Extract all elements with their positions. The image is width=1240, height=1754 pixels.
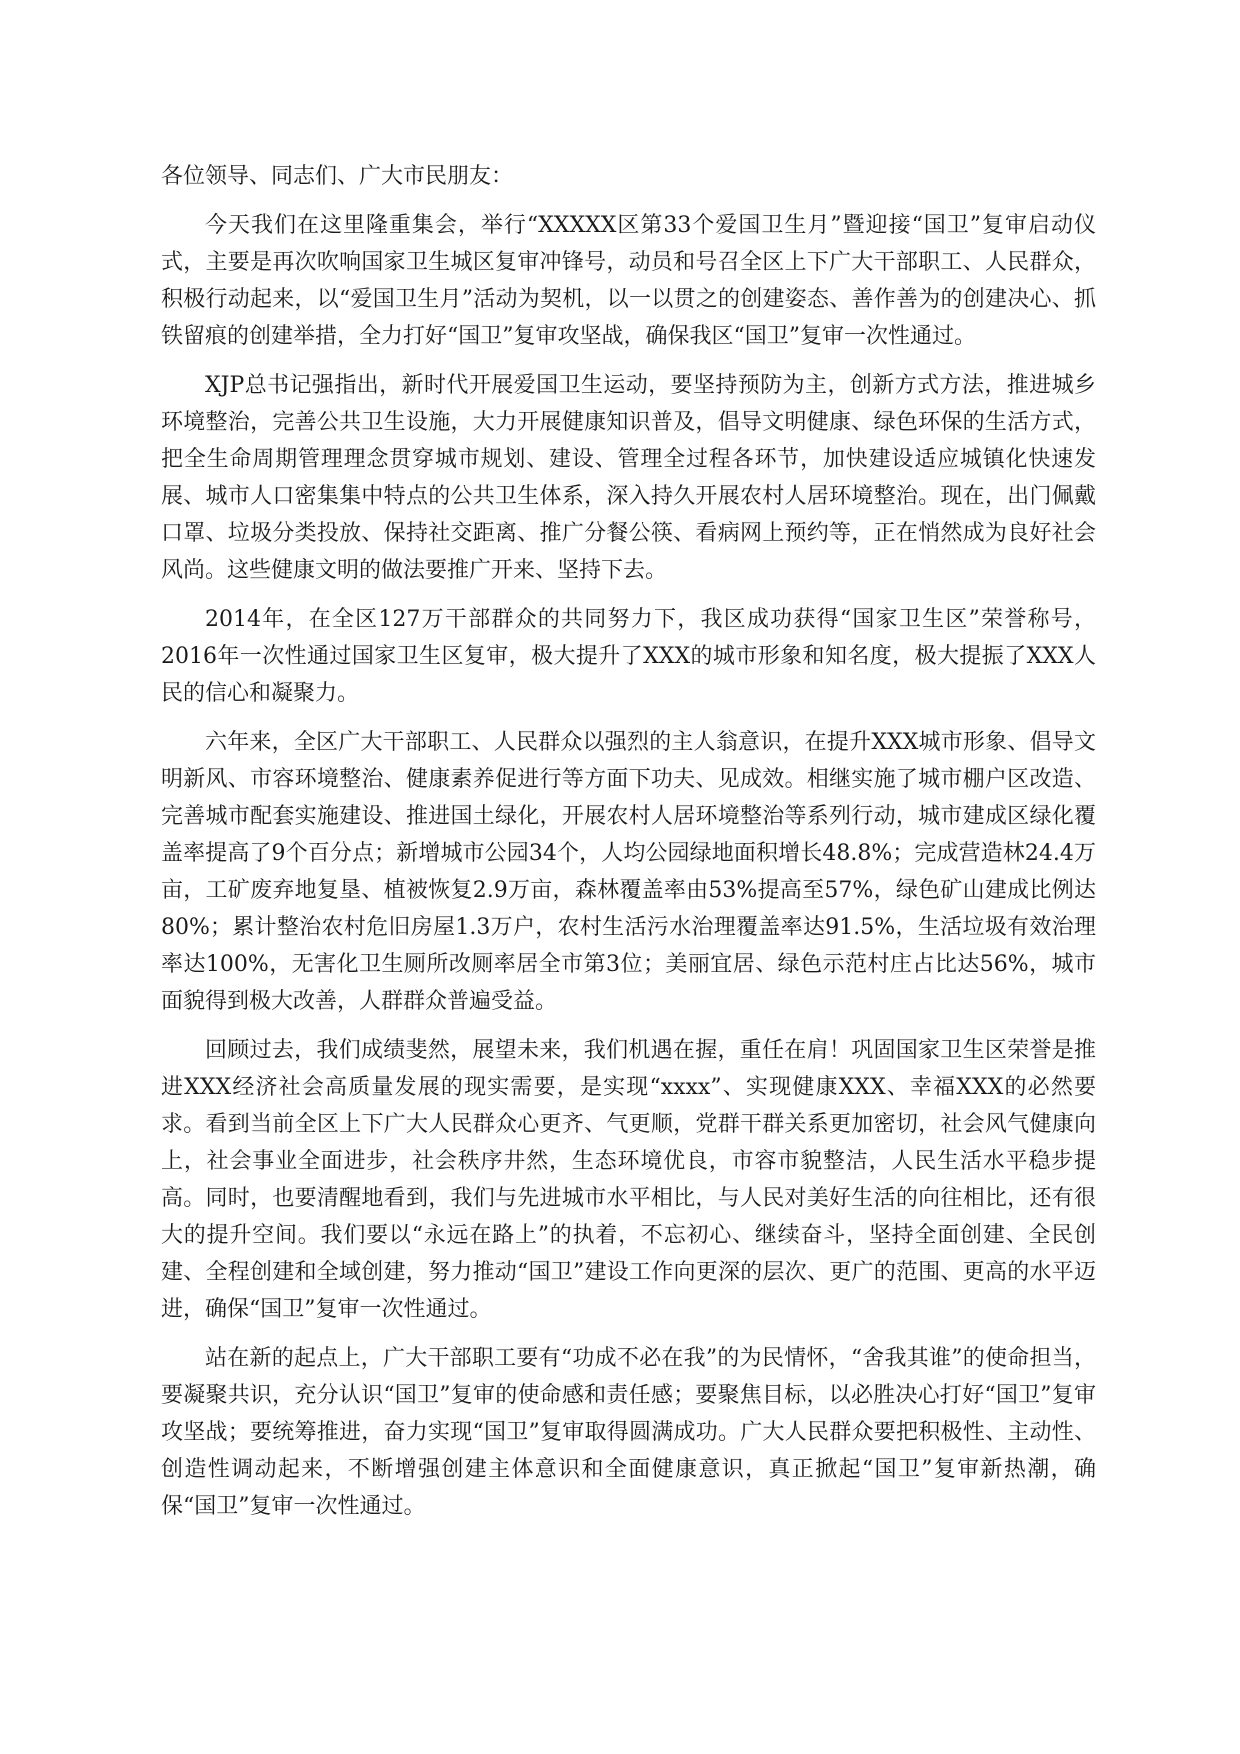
paragraph-4: 六年来，全区广大干部职工、人民群众以强烈的主人翁意识，在提升XXX城市形象、倡导文明新风、市容环境整治、健康素养促进行等方面下功夫、见成效。相继实施了城市棚户区改造、完善城市配套实施建设、推进国土绿化，开展农村人居环境整治等系列行动，城市建成区绿化覆盖率提高了9个百分点；新增城市公园34个，人均公园绿地面积增长48.8%；完成营造林24.4万亩，工矿废弃地复垦、植被恢复2.9万亩，森林覆盖率由53%提高至57%，绿色矿山建成比例达80%；累计整治农村危旧房屋1.3万户，农村生活污水治理覆盖率达91.5%，生活垃圾有效治理率达100%，无害化卫生厕所改厕率居全市第3位；美丽宜居、绿色示范村庄占比达56%，城市面貌得到极大改善，人群群众普遍受益。 [161, 730, 1096, 1014]
document-body [161, 158, 1096, 1537]
paragraph-3: 2014年，在全区127万干部群众的共同努力下，我区成功获得“国家卫生区”荣誉称号，2016年一次性通过国家卫生区复审，极大提升了XXX的城市形象和知名度，极大提振了XXX人民的信心和凝聚力。 [161, 607, 1096, 706]
paragraph-6: 站在新的起点上，广大干部职工要有“功成不必在我”的为民情怀，“舍我其谁”的使命担当，要凝聚共识，充分认识“国卫”复审的使命感和责任感；要聚焦目标，以必胜决心打好“国卫”复审攻坚战；要统筹推进，奋力实现“国卫”复审取得圆满成功。广大人民群众要把积极性、主动性、创造性调动起来，不断增强创建主体意识和全面健康意识，真正掀起“国卫”复审新热潮，确保“国卫”复审一次性通过。 [161, 1346, 1096, 1519]
paragraph-2: XJP总书记强指出，新时代开展爱国卫生运动，要坚持预防为主，创新方式方法，推进城乡环境整治，完善公共卫生设施，大力开展健康知识普及，倡导文明健康、绿色环保的生活方式，把全生命周期管理理念贯穿城市规划、建设、管理全过程各环节，加快建设适应城镇化快速发展、城市人口密集集中特点的公共卫生体系，深入持久开展农村人居环境整治。现在，出门佩戴口罩、垃圾分类投放、保持社交距离、推广分餐公筷、看病网上预约等，正在悄然成为良好社会风尚。这些健康文明的做法要推广开来、坚持下去。 [161, 373, 1096, 583]
paragraph-1: 今天我们在这里隆重集会，举行“XXXXX区第33个爱国卫生月”暨迎接“国卫”复审启动仪式，主要是再次吹响国家卫生城区复审冲锋号，动员和号召全区上下广大干部职工、人民群众，积极行动起来，以“爱国卫生月”活动为契机，以一以贯之的创建姿态、善作善为的创建决心、抓铁留痕的创建举措，全力打好“国卫”复审攻坚战，确保我区“国卫”复审一次性通过。 [161, 213, 1096, 349]
paragraph-5: 回顾过去，我们成绩斐然，展望未来，我们机遇在握，重任在肩！巩固国家卫生区荣誉是推进XXX经济社会高质量发展的现实需要，是实现“xxxx”、实现健康XXX、幸福XXX的必然要求。看到当前全区上下广大人民群众心更齐、气更顺，党群干群关系更加密切，社会风气健康向上，社会事业全面进步，社会秩序井然，生态环境优良，市容市貌整洁，人民生活水平稳步提高。同时，也要清醒地看到，我们与先进城市水平相比，与人民对美好生活的向往相比，还有很大的提升空间。我们要以“永远在路上”的执着，不忘初心、继续奋斗，坚持全面创建、全民创建、全程创建和全域创建，努力推动“国卫”建设工作向更深的层次、更广的范围、更高的水平迈进，确保“国卫”复审一次性通过。 [161, 1038, 1096, 1322]
salutation: 各位领导、同志们、广大市民朋友： [161, 164, 514, 189]
